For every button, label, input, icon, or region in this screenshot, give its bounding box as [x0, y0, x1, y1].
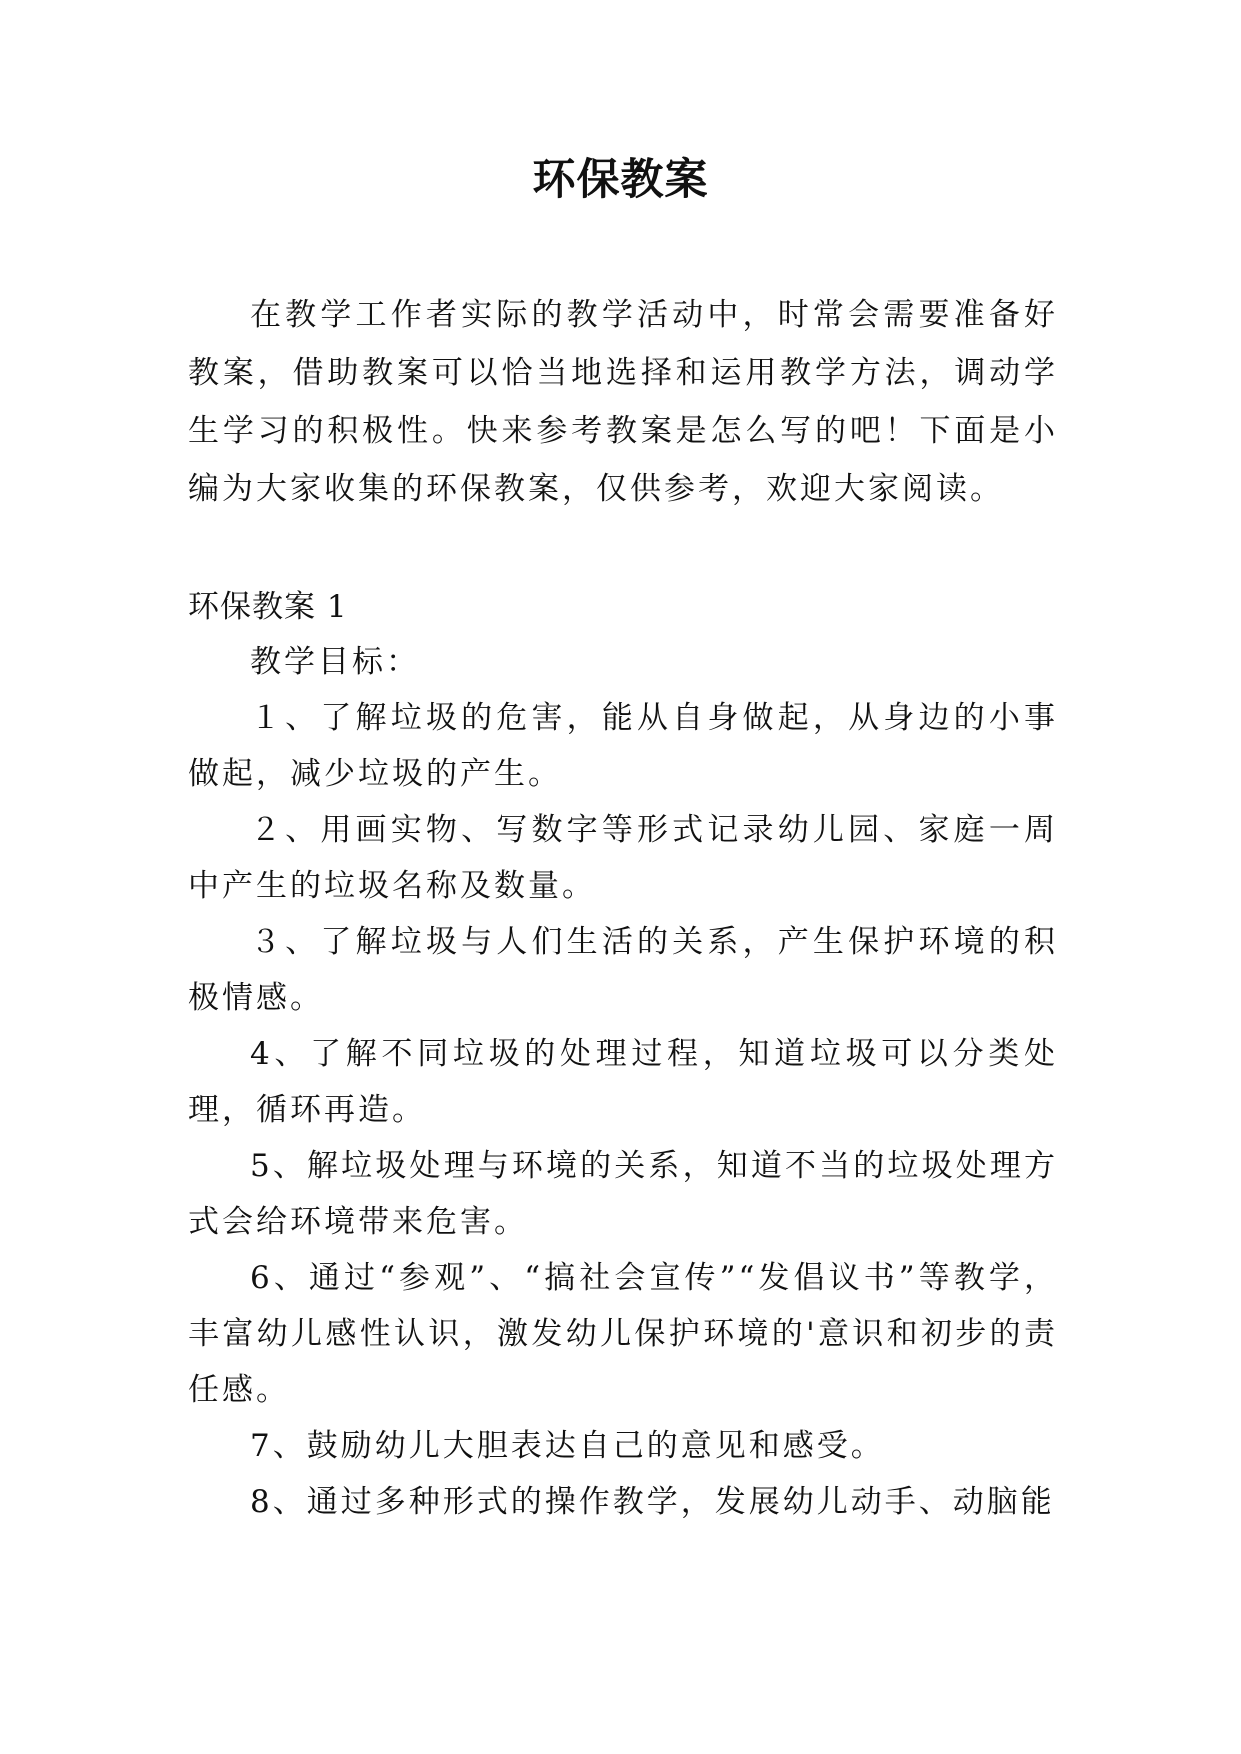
objective-item: 6、通过“参观”、“搞社会宣传”“发倡议书”等教学，丰富幼儿感性认识，激发幼儿保护环境的'意识和初步的责任感。	[188, 1260, 1058, 1408]
objectives-section	[188, 634, 1058, 1530]
objective-item: １、了解垃圾的危害，能从自身做起，从身边的小事做起，减少垃圾的产生。	[188, 700, 1058, 792]
objectives-label: 教学目标：	[250, 644, 420, 680]
objective-item: 4、了解不同垃圾的处理过程，知道垃圾可以分类处理，循环再造。	[188, 1036, 1058, 1128]
objective-item: 5、解垃圾处理与环境的关系，知道不当的垃圾处理方式会给环境带来危害。	[188, 1148, 1058, 1240]
objective-item: ３、了解垃圾与人们生活的关系，产生保护环境的积极情感。	[188, 924, 1058, 1016]
intro-paragraph: 在教学工作者实际的教学活动中，时常会需要准备好教案，借助教案可以恰当地选择和运用教学方法，调动学生学习的积极性。快来参考教案是怎么写的吧！下面是小编为大家收集的环保教案，仅供参考，欢迎大家阅读。	[188, 297, 1058, 507]
document-title: 环保教案	[532, 155, 709, 205]
objective-item: 7、鼓励幼儿大胆表达自己的意见和感受。	[250, 1428, 885, 1464]
objective-item: ２、用画实物、写数字等形式记录幼儿园、家庭一周中产生的垃圾名称及数量。	[188, 812, 1058, 904]
objective-item: 8、通过多种形式的操作教学，发展幼儿动手、动脑能	[250, 1484, 1055, 1520]
section-heading: 环保教案 1	[188, 589, 348, 625]
